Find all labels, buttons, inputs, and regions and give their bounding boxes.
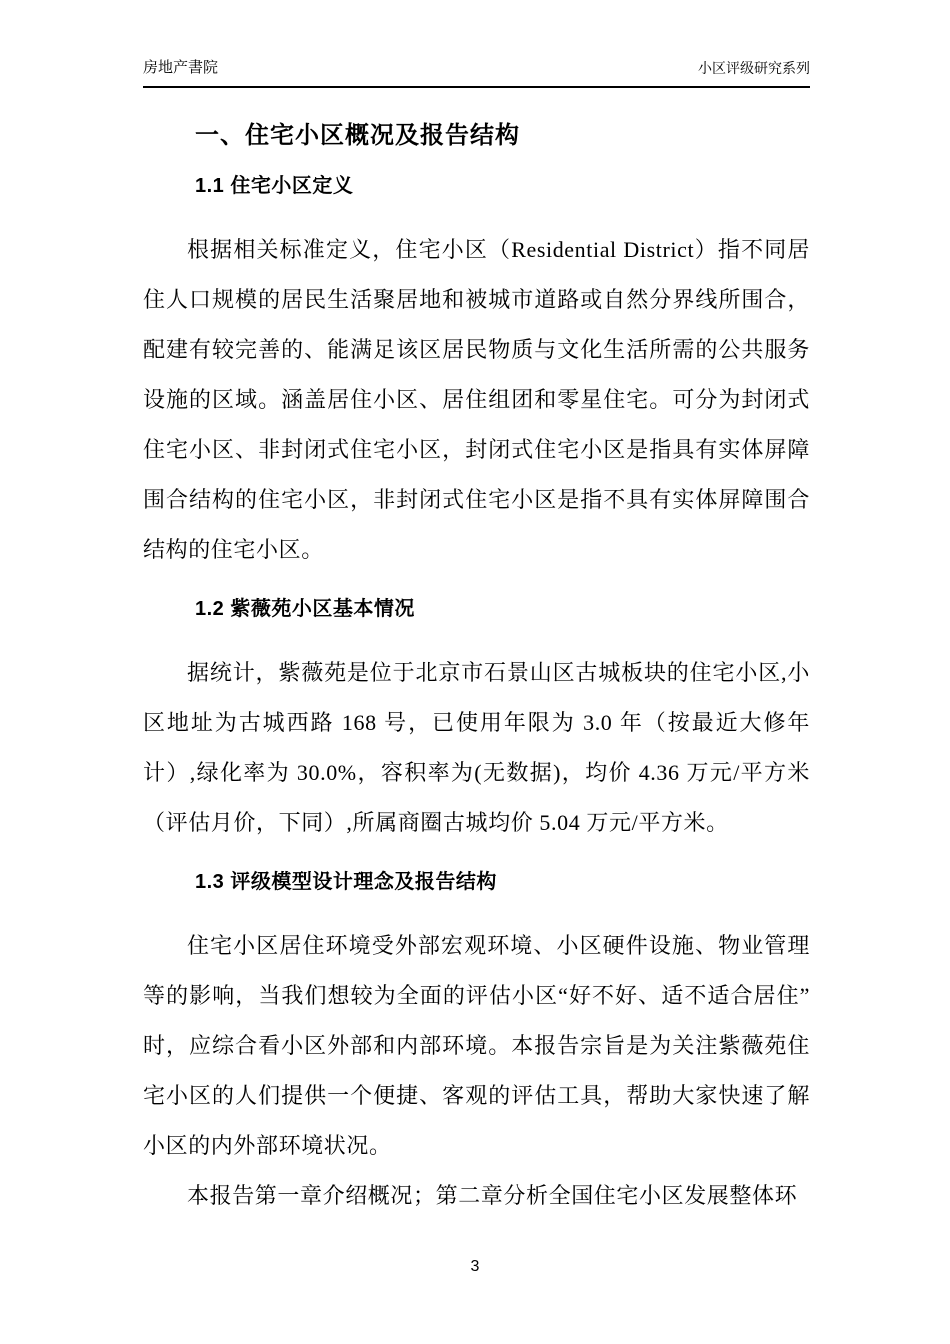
header-left-text: 房地产書院 xyxy=(143,59,219,76)
chapter-title: 一、住宅小区概况及报告结构 xyxy=(195,122,520,149)
paragraph-report-structure: 本报告第一章介绍概况；第二章分析全国住宅小区发展整体环 xyxy=(187,1183,798,1208)
section-heading-1-3: 1.3 评级模型设计理念及报告结构 xyxy=(195,871,497,893)
page-number: 3 xyxy=(470,1258,480,1275)
section-1-3 xyxy=(143,868,810,1221)
header-right-text: 小区评级研究系列 xyxy=(698,60,810,76)
section-1-2 xyxy=(143,595,810,848)
section-1-1 xyxy=(143,172,810,575)
document-header xyxy=(143,58,810,88)
section-heading-1-1: 1.1 住宅小区定义 xyxy=(195,175,354,197)
paragraph-model-concept: 住宅小区居住环境受外部宏观环境、小区硬件设施、物业管理等的影响，当我们想较为全面的评估小区“好不好、适不适合居住”时，应综合看小区外部和内部环境。本报告宗旨是为关注紫薇苑住宅小区的人们提供一个便捷、客观的评估工具，帮助大家快速了解小区的内外部环境状况。 xyxy=(143,933,810,1158)
section-heading-1-2: 1.2 紫薇苑小区基本情况 xyxy=(195,598,415,620)
paragraph-basic-info: 据统计，紫薇苑是位于北京市石景山区古城板块的住宅小区,小区地址为古城西路 168 号，已使用年限为 3.0 年（按最近大修年计）,绿化率为 30.0%，容积率为(无数据)，均价 4.36 万元/平方米（评估月价，下同）,所属商圈古城均价 5.04 万元/平方米。 xyxy=(143,660,810,835)
paragraph-definition: 根据相关标准定义，住宅小区（Residential District）指不同居住人口规模的居民生活聚居地和被城市道路或自然分界线所围合，配建有较完善的、能满足该区居民物质与文化生活所需的公共服务设施的区域。涵盖居住小区、居住组团和零星住宅。可分为封闭式住宅小区、非封闭式住宅小区，封闭式住宅小区是指具有实体屏障围合结构的住宅小区，非封闭式住宅小区是指不具有实体屏障围合结构的住宅小区。 xyxy=(143,237,810,562)
